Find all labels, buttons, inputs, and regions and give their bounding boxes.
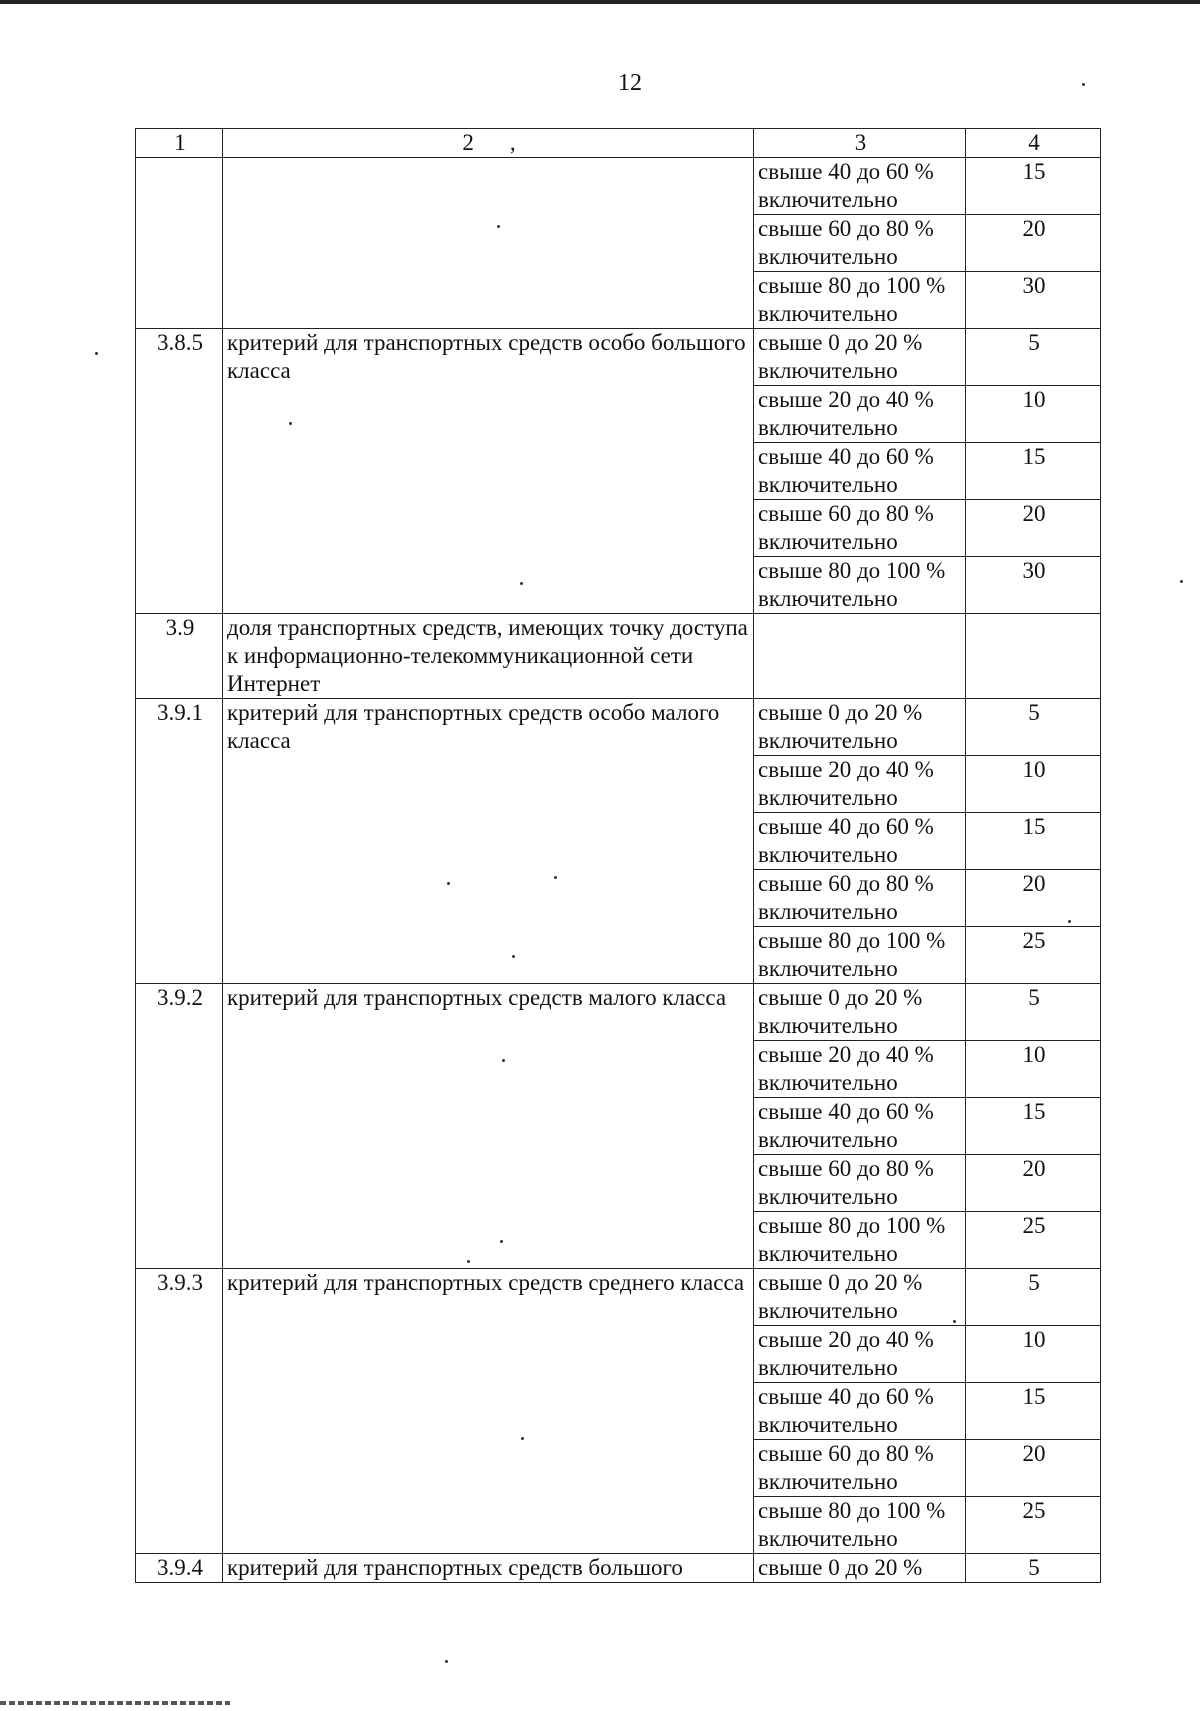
- value-range: свыше 80 до 100 % включительно: [754, 1212, 966, 1269]
- value-range: свыше 0 до 20 %: [754, 1554, 966, 1583]
- value-range: свыше 0 до 20 % включительно: [754, 329, 966, 386]
- value-range: свыше 40 до 60 % включительно: [754, 158, 966, 215]
- value-range: свыше 20 до 40 % включительно: [754, 1041, 966, 1098]
- table-row: [136, 1554, 1101, 1583]
- value-range: свыше 60 до 80 % включительно: [754, 1440, 966, 1497]
- points-value: 10: [966, 1041, 1101, 1098]
- value-range: свыше 80 до 100 % включительно: [754, 1497, 966, 1554]
- points-value: 15: [966, 1098, 1101, 1155]
- value-range: свыше 40 до 60 % включительно: [754, 1383, 966, 1440]
- header-col-4: 4: [966, 129, 1101, 158]
- value-range: свыше 0 до 20 % включительно: [754, 1269, 966, 1326]
- points-value: 20: [966, 215, 1101, 272]
- page-number: 12: [618, 70, 642, 96]
- criterion-number: 3.9.2: [136, 984, 223, 1269]
- header-col-2-label: 2: [462, 130, 474, 155]
- criteria-table: [135, 128, 1101, 1583]
- value-range: свыше 40 до 60 % включительно: [754, 443, 966, 500]
- points-value: 15: [966, 443, 1101, 500]
- scan-top-edge: [0, 0, 1200, 4]
- value-range: свыше 20 до 40 % включительно: [754, 386, 966, 443]
- points-value: 25: [966, 1212, 1101, 1269]
- criterion-description: критерий для транспортных средств большого: [223, 1554, 754, 1583]
- table-row: [136, 329, 1101, 386]
- value-range: свыше 0 до 20 % включительно: [754, 699, 966, 756]
- value-range: свыше 60 до 80 % включительно: [754, 1155, 966, 1212]
- value-range: свыше 80 до 100 % включительно: [754, 927, 966, 984]
- points-value: 15: [966, 158, 1101, 215]
- points-value: 5: [966, 699, 1101, 756]
- value-range: свыше 60 до 80 % включительно: [754, 500, 966, 557]
- points-value: 30: [966, 272, 1101, 329]
- points-value: 5: [966, 1269, 1101, 1326]
- value-range: свыше 20 до 40 % включительно: [754, 756, 966, 813]
- scan-bottom-edge: [0, 1701, 230, 1705]
- header-col-2: [223, 129, 754, 158]
- table-header-row: [136, 129, 1101, 158]
- points-value: 20: [966, 1440, 1101, 1497]
- value-range: свыше 60 до 80 % включительно: [754, 870, 966, 927]
- value-range: свыше 80 до 100 % включительно: [754, 272, 966, 329]
- points-value: 15: [966, 813, 1101, 870]
- points-value: 25: [966, 1497, 1101, 1554]
- value-range: [754, 614, 966, 699]
- header-col-3: 3: [754, 129, 966, 158]
- criterion-description: [223, 158, 754, 329]
- criterion-number: 3.9.3: [136, 1269, 223, 1554]
- header-col-1: 1: [136, 129, 223, 158]
- criterion-number: 3.8.5: [136, 329, 223, 614]
- criterion-number: 3.9: [136, 614, 223, 699]
- value-range: свыше 40 до 60 % включительно: [754, 813, 966, 870]
- points-value: 10: [966, 386, 1101, 443]
- criterion-description: доля транспортных средств, имеющих точку доступа к информационно-телекоммуникационной сети Интернет: [223, 614, 754, 699]
- value-range: свыше 20 до 40 % включительно: [754, 1326, 966, 1383]
- criterion-description: критерий для транспортных средств особо большого класса: [223, 329, 754, 614]
- points-value: 20: [966, 870, 1101, 927]
- header-col-2-mark: ,: [509, 130, 516, 155]
- criterion-number: 3.9.1: [136, 699, 223, 984]
- criterion-number: 3.9.4: [136, 1554, 223, 1583]
- table-row: [136, 699, 1101, 756]
- points-value: 10: [966, 756, 1101, 813]
- table-row: [136, 158, 1101, 215]
- table-row: [136, 614, 1101, 699]
- table-row: [136, 1269, 1101, 1326]
- value-range: свыше 60 до 80 % включительно: [754, 215, 966, 272]
- value-range: свыше 40 до 60 % включительно: [754, 1098, 966, 1155]
- criterion-description: критерий для транспортных средств малого класса: [223, 984, 754, 1269]
- value-range: свыше 0 до 20 % включительно: [754, 984, 966, 1041]
- criterion-number: [136, 158, 223, 329]
- criterion-description: критерий для транспортных средств среднего класса: [223, 1269, 754, 1554]
- points-value: 5: [966, 984, 1101, 1041]
- value-range: свыше 80 до 100 % включительно: [754, 557, 966, 614]
- points-value: 10: [966, 1326, 1101, 1383]
- table-row: [136, 984, 1101, 1041]
- points-value: 5: [966, 329, 1101, 386]
- points-value: 25: [966, 927, 1101, 984]
- points-value: 30: [966, 557, 1101, 614]
- criterion-description: критерий для транспортных средств особо малого класса: [223, 699, 754, 984]
- criteria-table-body: [136, 129, 1101, 1583]
- points-value: 5: [966, 1554, 1101, 1583]
- points-value: 15: [966, 1383, 1101, 1440]
- points-value: 20: [966, 1155, 1101, 1212]
- points-value: [966, 614, 1101, 699]
- points-value: 20: [966, 500, 1101, 557]
